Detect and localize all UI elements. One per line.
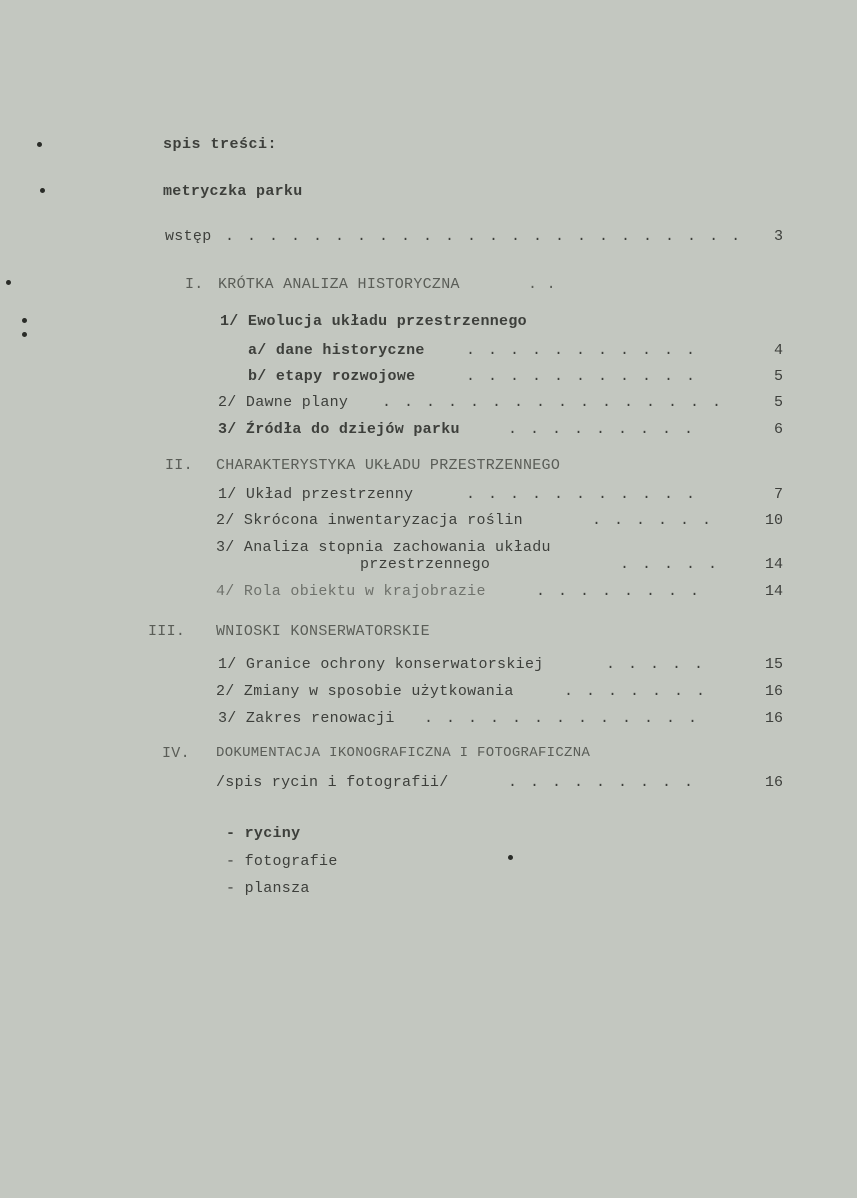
toc-leader: . . . . . . . [564, 683, 708, 700]
speck [6, 280, 11, 285]
toc-page: 16 [764, 710, 783, 727]
appendix-item: - ryciny [226, 825, 301, 842]
section-roman: III. [148, 623, 186, 640]
toc-page: 15 [764, 656, 783, 673]
toc-item: a/ dane historyczne [248, 342, 425, 359]
appendix-item: - fotografie [226, 853, 338, 870]
speck [508, 855, 513, 860]
toc-page: 5 [773, 368, 783, 385]
toc-title: spis treści: [163, 136, 278, 153]
speck [40, 188, 45, 193]
toc-item: 3/ Zakres renowacji [218, 710, 395, 727]
toc-item: 1/ Układ przestrzenny [218, 486, 414, 503]
toc-leader: . . . . . . . . . . . . . . . . . . . . . . . . [225, 228, 743, 245]
toc-metryczka: metryczka parku [163, 183, 303, 200]
toc-leader: . . . . . . . . . . . [466, 368, 698, 385]
toc-leader: . . . . . . . . . . . [466, 486, 698, 503]
toc-leader: . . . . . . . . [536, 583, 702, 600]
section-roman: IV. [162, 745, 190, 762]
toc-item: 4/ Rola obiektu w krajobrazie [216, 583, 486, 600]
toc-page: 16 [764, 683, 783, 700]
speck [22, 318, 27, 323]
appendix-item: - plansza [226, 880, 310, 897]
toc-item: 1/ Granice ochrony konserwatorskiej [218, 656, 544, 673]
speck [37, 142, 42, 147]
toc-leader: . . . . . . . . . . . . . [424, 710, 700, 727]
toc-leader: . . . . . [606, 656, 706, 673]
toc-page: 6 [773, 421, 783, 438]
toc-wstep-page: 3 [773, 228, 783, 245]
toc-leader: . . . . . . . . . . . [466, 342, 698, 359]
toc-page: 10 [764, 512, 783, 529]
toc-leader: . . . . . . . . . [508, 774, 696, 791]
toc-page: 14 [764, 556, 783, 573]
speck [22, 332, 27, 337]
toc-item: 1/ Ewolucja układu przestrzennego [220, 313, 527, 330]
section-roman: II. [165, 457, 193, 474]
toc-leader: . . . . . . [592, 512, 714, 529]
toc-item: /spis rycin i fotografii/ [216, 774, 449, 791]
toc-page: 7 [773, 486, 783, 503]
toc-leader: . . [528, 276, 556, 293]
section-title: DOKUMENTACJA IKONOGRAFICZNA I FOTOGRAFICZNA [216, 745, 591, 761]
toc-item: 3/ Źródła do dziejów parku [218, 421, 460, 438]
toc-item: przestrzennego [360, 556, 491, 573]
section-roman: I. [185, 276, 204, 293]
section-title: KRÓTKA ANALIZA HISTORYCZNA [218, 276, 460, 293]
toc-item: 2/ Skrócona inwentaryzacja roślin [216, 512, 523, 529]
section-title: WNIOSKI KONSERWATORSKIE [216, 623, 430, 640]
toc-item: 3/ Analiza stopnia zachowania układu [216, 539, 551, 556]
toc-wstep-label: wstęp [165, 228, 212, 245]
toc-page: 16 [764, 774, 783, 791]
toc-page: 4 [773, 342, 783, 359]
toc-item: 2/ Dawne plany [218, 394, 349, 411]
toc-item: 2/ Zmiany w sposobie użytkowania [216, 683, 514, 700]
section-title: CHARAKTERYSTYKA UKŁADU PRZESTRZENNEGO [216, 457, 561, 474]
toc-item: b/ etapy rozwojowe [248, 368, 416, 385]
toc-leader: . . . . . . . . . [508, 421, 696, 438]
toc-page: 5 [773, 394, 783, 411]
toc-leader: . . . . . [620, 556, 720, 573]
toc-page: 14 [764, 583, 783, 600]
toc-leader: . . . . . . . . . . . . . . . . [382, 394, 724, 411]
